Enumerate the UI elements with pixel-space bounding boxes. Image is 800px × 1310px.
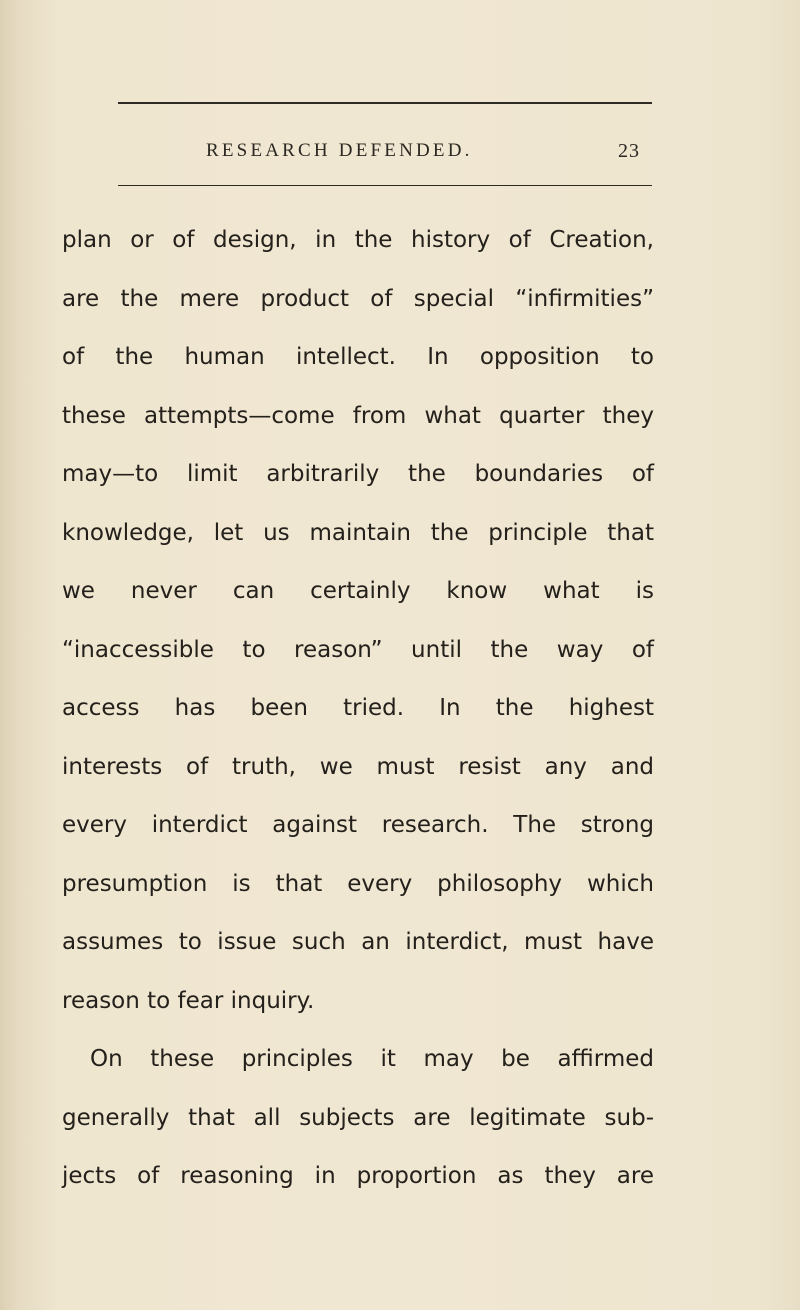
- body-text: [62, 222, 654, 1217]
- text-line: jects of reasoning in proportion as they are: [62, 1163, 654, 1189]
- page-number: 23: [618, 140, 640, 162]
- text-line: “inaccessible to reason” until the way of: [62, 636, 654, 663]
- text-line: are the mere product of special “infirmities”: [62, 285, 654, 312]
- text-line: On these principles it may be affirmed: [90, 1046, 654, 1072]
- text-line: we never can certainly know what is: [62, 578, 654, 604]
- text-line: reason to fear inquiry.: [62, 987, 315, 1014]
- text-line: these attempts—come from what quarter they: [62, 402, 654, 429]
- text-line: knowledge, let us maintain the principle that: [62, 519, 654, 546]
- text-line: plan or of design, in the history of Creation,: [62, 227, 654, 253]
- header-rule-top: [118, 102, 652, 104]
- text-line: interests of truth, we must resist any and: [62, 753, 654, 780]
- running-head-title: RESEARCH DEFENDED.: [206, 140, 473, 161]
- text-line: presumption is that every philosophy which: [62, 870, 654, 897]
- running-head: [118, 140, 652, 170]
- text-line: generally that all subjects are legitimate sub-: [62, 1104, 654, 1131]
- text-line: of the human intellect. In opposition to: [62, 344, 654, 370]
- text-line: every interdict against research. The strong: [62, 812, 654, 838]
- text-line: assumes to issue such an interdict, must have: [62, 929, 654, 955]
- text-line: access has been tried. In the highest: [62, 695, 654, 721]
- text-line: may—to limit arbitrarily the boundaries of: [62, 461, 654, 487]
- header-rule-bottom: [118, 185, 652, 186]
